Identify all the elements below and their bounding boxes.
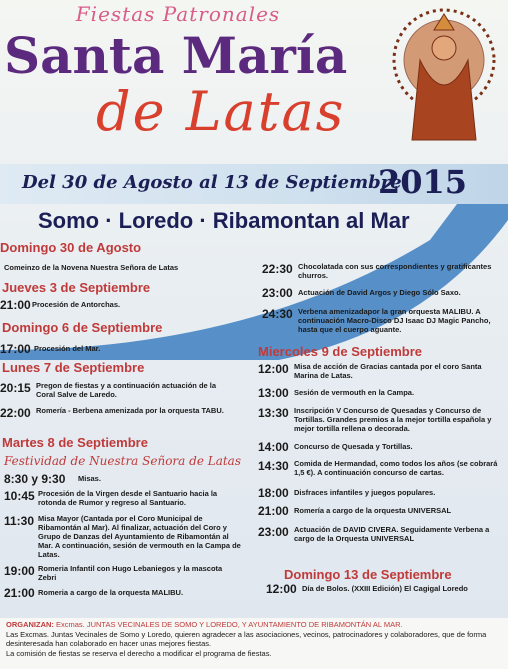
event-row [258,406,508,433]
event-row [258,362,508,380]
event-time: 12:00 [258,362,289,376]
year: 2015 [378,163,468,201]
event-row [258,486,508,500]
event-time: 22:00 [0,406,31,420]
title-line2: de Latas [96,80,346,143]
event-row [4,586,256,600]
event-text: Día de Bolos. (XXIII Edición) El Cagigal Loredo [302,584,468,593]
event-time: 10:45 [4,489,35,503]
feast-subheading: Festividad de Nuestra Señora de Latas [4,454,241,468]
footer-text [6,620,506,658]
event-text: Actuación de DAVID CIVERA. Seguidamente Verbena a cargo de la Orquesta UNIVERSAL [294,525,490,543]
event-time: 20:15 [0,381,31,395]
event-time: 11:30 [4,514,35,528]
event-text: Misa de acción de Gracias cantada por el coro Santa Marina de Latas. [294,362,482,380]
event-time: 23:00 [258,525,289,539]
event-row [0,381,252,399]
day-heading: Lunes 7 de Septiembre [2,360,145,375]
event-time: 8:30 y 9:30 [4,472,66,486]
day-heading: Miercoles 9 de Septiembre [258,344,423,359]
title-line1: Santa María [4,26,348,85]
event-text: Sesión de vermouth en la Campa. [294,388,415,397]
dates-range: Del 30 de Agosto al 13 de Septiembre [22,172,402,193]
day-heading: Martes 8 de Septiembre [2,435,148,450]
day-heading: Domingo 6 de Septiembre [2,320,163,335]
event-time: 21:00 [258,504,289,518]
event-text: Actuación de David Argos y Diego Sólo Saxo. [298,288,461,297]
event-text: Concurso de Quesada y Tortillas. [294,442,413,451]
event-text: Comeinzo de la Novena Nuestra Señora de Latas [4,263,179,272]
event-row [258,504,508,518]
event-text: Comida de Hermandad, como todos los años (se cobrará 1,5 €). A continuación concurso de cartas. [294,459,498,477]
event-text: Romeria a cargo de la orquesta MALIBU. [38,588,184,597]
disclaimer-text: La comisión de fiestas se reserva el derecho a modificar el programa de fiestas. [6,648,272,658]
event-text: Romeria Infantil con Hugo Lebaniegos y la mascota Zebri [38,564,223,582]
event-time: 13:30 [258,406,289,420]
event-time: 14:30 [258,459,289,473]
event-row [4,472,256,486]
event-time: 23:00 [262,286,293,300]
event-text: Misa Mayor (Cantada por el Coro Municipal de Ribamontán al Mar). Al finalizar, actuación del Coro y Grupo de Danzas del Ayuntamiento de Ribamontán al Mar. A continuación, sesión de vermouth en la Campa de Latas. [38,514,241,559]
event-row [4,514,256,559]
event-text: Romería a cargo de la orquesta UNIVERSAL [294,506,452,515]
subtitle: Fiestas Patronales [75,2,281,26]
event-text: Procesión de Antorchas. [32,300,121,309]
event-time: 19:00 [4,564,35,578]
event-time: 22:30 [262,262,293,276]
event-text: Romería - Berbena amenizada por la orquesta TABU. [36,406,224,415]
organizers-text: Excmas. JUNTAS VECINALES DE SOMO Y LOREDO, Y AYUNTAMIENTO DE RIBAMONTÁN AL MAR. [56,620,403,629]
event-text: Misas. [78,474,101,483]
event-text: Disfraces infantiles y juegos populares. [294,488,436,497]
day-heading: Domingo 13 de Septiembre [284,567,452,582]
event-row [266,582,508,596]
thanks-text: Las Excmas. Juntas Vecinales de Somo y Loredo, quieren agradecer a las asociaciones, vecinos, patrocinadores y colaboradores, que de forma desinteresada han colaborado en hacer unas mejores fiestas. [6,629,487,648]
event-row [258,440,508,454]
day-heading: Domingo 30 de Agosto [0,240,142,255]
places: Somo · Loredo · Ribamontan al Mar [38,208,410,233]
event-time: 12:00 [266,582,297,596]
event-row [4,564,256,582]
event-row [262,307,508,334]
virgin-statue-illustration [380,0,508,150]
event-text: Procesión de la Virgen desde el Santuario hacia la rotonda de Rumor y regreso al Santuario. [38,489,218,507]
event-time: 17:00 [0,342,31,356]
event-row [0,406,252,420]
event-row [258,386,508,400]
event-text: Verbena amenizadapor la gran orquesta MALIBU. A continuación Macro-Disco DJ Isaac DJ Magic Pancho, hasta que el cuerpo aguante. [298,307,491,334]
event-row [0,342,252,356]
event-time: 14:00 [258,440,289,454]
event-row [4,489,256,507]
event-time: 24:30 [262,307,293,321]
organizers-label: ORGANIZAN: [6,620,54,629]
event-text: Inscripción V Concurso de Quesadas y Concurso de Tortillas. Grandes premios a la mejor tortilla española y mejor tortilla rellena o decorada. [294,406,492,433]
event-row [262,262,508,280]
event-text: Procesión del Mar. [34,344,101,353]
event-row [262,286,508,300]
event-time: 13:00 [258,386,289,400]
event-time: 21:00 [4,586,35,600]
organizers-line [6,620,506,630]
event-time: 18:00 [258,486,289,500]
day-heading: Jueves 3 de Septiembre [2,280,151,295]
event-row [258,459,508,477]
event-text: Pregon de fiestas y a continuación actuación de la Coral Salve de Laredo. [36,381,217,399]
event-row [258,525,508,543]
event-time: 21:00 [0,298,31,312]
event-text: Chocolatada con sus correspondientes y gratificantes churros. [298,262,492,280]
event-row [0,298,252,312]
